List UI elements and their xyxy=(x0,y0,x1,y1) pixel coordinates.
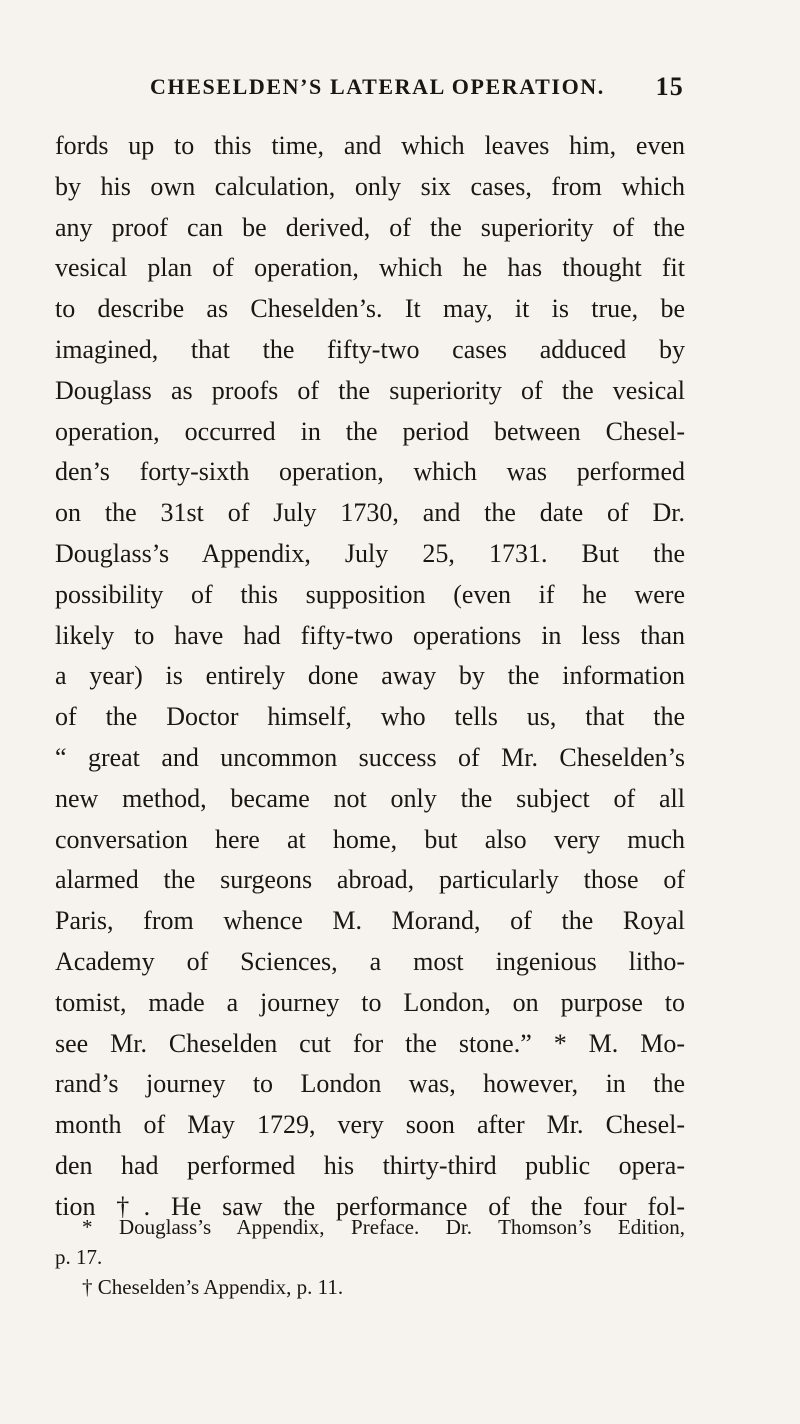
text-line: month of May 1729, very soon after Mr. Chesel- xyxy=(55,1110,685,1140)
text-line: den’s forty-sixth operation, which was performed xyxy=(55,457,685,487)
text-line: imagined, that the fifty-two cases adduced by xyxy=(55,334,685,364)
footnote-line: p. 17. xyxy=(55,1245,103,1269)
text-line: vesical plan of operation, which he has thought fit xyxy=(55,253,685,283)
text-line: tomist, made a journey to London, on purpose to xyxy=(55,987,685,1017)
text-line: to describe as Cheselden’s. It may, it is true, be xyxy=(55,294,685,324)
text-line: alarmed the surgeons abroad, particularly those of xyxy=(55,865,685,895)
text-line: on the 31st of July 1730, and the date of Dr. xyxy=(55,498,685,528)
text-line: possibility of this supposition (even if he were xyxy=(55,579,685,609)
running-title: CHESELDEN’S LATERAL OPERATION. xyxy=(150,74,605,99)
text-line: Academy of Sciences, a most ingenious litho- xyxy=(55,946,685,976)
text-line: by his own calculation, only six cases, from which xyxy=(55,171,685,201)
text-line: tion †. He saw the performance of the four fol- xyxy=(55,1191,685,1221)
text-line: “ great and uncommon success of Mr. Cheselden’s xyxy=(55,742,685,772)
text-line: conversation here at home, but also very much xyxy=(55,824,685,854)
running-head xyxy=(150,74,684,114)
page-number: 15 xyxy=(655,72,684,101)
text-line: a year) is entirely done away by the information xyxy=(55,661,685,691)
text-line: fords up to this time, and which leaves him, even xyxy=(55,131,685,160)
text-line: of the Doctor himself, who tells us, that the xyxy=(55,702,685,732)
footnote-line: * Douglass’s Appendix, Preface. Dr. Thomson’s Edition, xyxy=(82,1215,685,1239)
text-line: den had performed his thirty-third public opera- xyxy=(55,1150,685,1180)
text-line: Paris, from whence M. Morand, of the Royal xyxy=(55,906,685,936)
text-line: likely to have had fifty-two operations in less than xyxy=(55,620,685,650)
text-line: see Mr. Cheselden cut for the stone.” * M. Mo- xyxy=(55,1028,685,1058)
footnote-line: † Cheselden’s Appendix, p. 11. xyxy=(82,1275,344,1299)
text-line: Douglass as proofs of the superiority of the vesical xyxy=(55,375,685,405)
text-line: new method, became not only the subject of all xyxy=(55,783,685,813)
text-line: any proof can be derived, of the superiority of the xyxy=(55,212,685,242)
body-text xyxy=(55,126,685,1228)
text-line: operation, occurred in the period between Chesel- xyxy=(55,416,685,446)
text-line: rand’s journey to London was, however, in the xyxy=(55,1069,685,1099)
footnotes xyxy=(55,1212,685,1302)
text-line: Douglass’s Appendix, July 25, 1731. But the xyxy=(55,538,685,568)
